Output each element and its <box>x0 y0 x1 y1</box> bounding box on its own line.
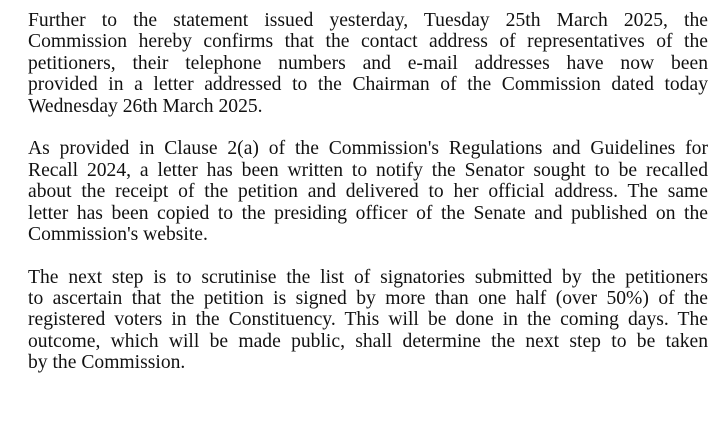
paragraph-line: to ascertain that the petition is signed by more than one half (over 50%) of the <box>28 288 708 310</box>
paragraph-line: provided in a letter addressed to the Chairman of the Commission dated today <box>28 74 708 96</box>
paragraph-line: petitioners, their telephone numbers and e-mail addresses have now been <box>28 52 708 74</box>
paragraph-line: As provided in Clause 2(a) of the Commission's Regulations and Guidelines for <box>28 138 708 160</box>
paragraph-line: letter has been copied to the presiding officer of the Senate and published on the <box>28 202 708 224</box>
paragraph-line: Commission hereby confirms that the contact address of representatives of the <box>28 31 708 53</box>
paragraph-line: Wednesday 26th March 2025. <box>28 95 263 117</box>
paragraph-next-step <box>28 267 708 374</box>
paragraph-line: about the receipt of the petition and delivered to her official address. The same <box>28 181 708 203</box>
paragraph-line: outcome, which will be made public, shall determine the next step to be taken <box>28 330 708 352</box>
paragraph-line: Further to the statement issued yesterday, Tuesday 25th March 2025, the <box>28 10 708 31</box>
paragraph-spacer <box>28 245 708 266</box>
paragraph-line: registered voters in the Constituency. This will be done in the coming days. The <box>28 309 708 331</box>
paragraph-line: Recall 2024, a letter has been written to notify the Senator sought to be recalled <box>28 159 708 181</box>
paragraph-line: The next step is to scrutinise the list of signatories submitted by the petitioners <box>28 266 708 288</box>
paragraph-notification <box>28 138 708 245</box>
paragraph-spacer <box>28 117 708 138</box>
paragraph-line: by the Commission. <box>28 352 186 374</box>
paragraph-confirmation <box>28 10 708 117</box>
paragraph-line: Commission's website. <box>28 223 208 245</box>
